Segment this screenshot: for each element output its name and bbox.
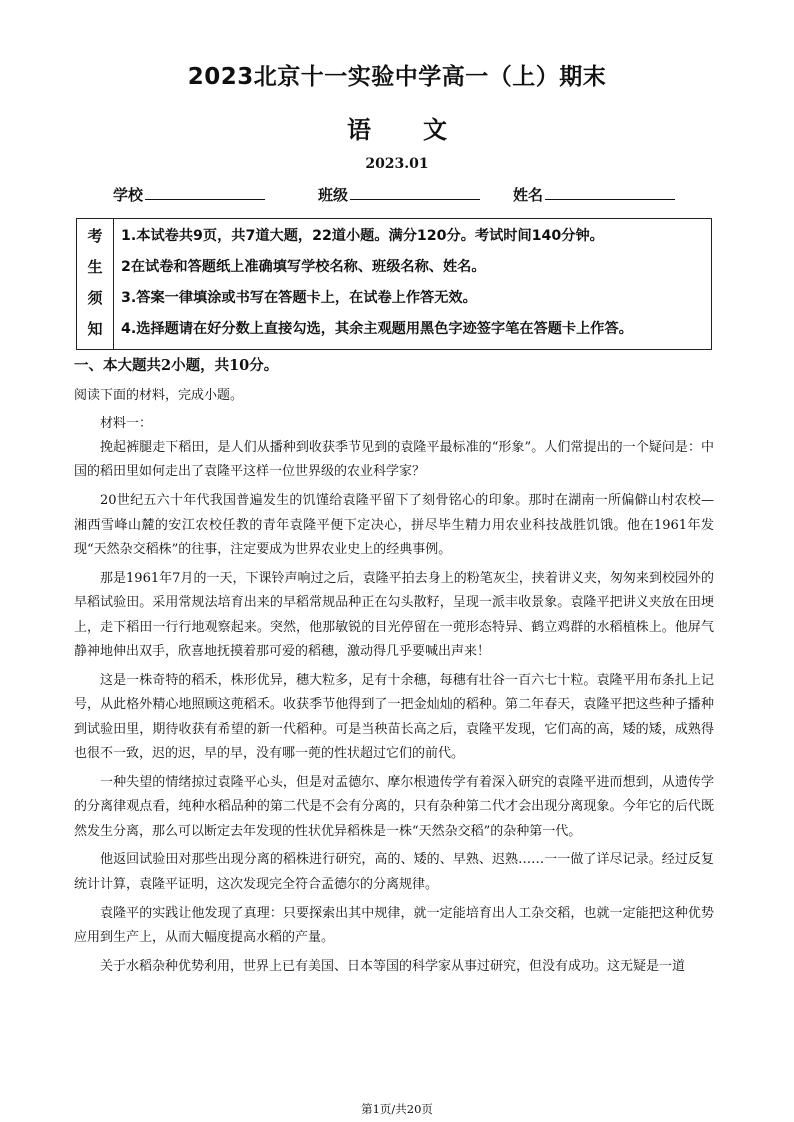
notice-side-char: 知 <box>87 320 103 338</box>
class-label: 班级 <box>318 186 349 204</box>
exam-notice-box <box>76 218 712 350</box>
paragraph: 他返回试验田对那些出现分离的稻株进行研究，高的、矮的、早熟、迟熟……一一做了详尽记录。经过反复统计计算，袁隆平证明，这次发现完全符合孟德尔的分离规律。 <box>74 852 714 892</box>
student-info-fields <box>113 184 693 206</box>
paragraph: 袁隆平的实践让他发现了真理：只要探索出其中规律，就一定能培育出人工杂交稻，也就一定能把这种优势应用到生产上，从而大幅度提高水稻的产量。 <box>74 905 714 946</box>
page-footer: 第1页/共20页 <box>361 1102 433 1116</box>
notice-side-char: 须 <box>87 289 103 307</box>
name-label: 姓名 <box>513 186 544 204</box>
notice-rule: 4.选择题请在好分数上直接勾选，其余主观题用黑色字迹签字笔在答题卡上作答。 <box>121 321 633 337</box>
paragraph: 挽起裤腿走下稻田，是人们从播种到收获季节见到的袁隆平最标准的“形象”。人们常提出的一个疑问是：中国的稻田里如何走出了袁隆平这样一位世界级的农业科学家？ <box>74 440 714 480</box>
notice-side-char: 考 <box>87 227 103 245</box>
name-field <box>513 184 675 205</box>
paragraph: 那是1961年7月的一天，下课铃声响过之后，袁隆平拍去身上的粉笔灰尘，挟着讲义夹，匆匆来到校园外的早稻试验田。采用常规法培育出来的早稻常规品种正在勾头散籽，呈现一派丰收景象。袁隆平把讲义夹放在田埂上，走下稻田一行行地观察起来。突然，他那敏锐的目光停留在一蔸形态特异、鹤立鸡群的水稻植株上。他屏气静神地伸出双手，欣喜地抚摸着那可爱的稻穗，激动得几乎要喊出声来！ <box>74 570 714 660</box>
paragraph: 20世纪五六十年代我国普遍发生的饥馑给袁隆平留下了刻骨铭心的印象。那时在湖南一所偏僻山村农校—湘西雪峰山麓的安江农校任教的青年袁隆平便下定决心，拼尽毕生精力用农业科技战胜饥饿。他在1961年发现“天然杂交稻株”的往事，注定要成为世界农业史上的经典事例。 <box>74 493 714 558</box>
notice-rule: 2在试卷和答题纸上准确填写学校名称、班级名称、姓名。 <box>121 259 486 275</box>
subject-char: 语 <box>347 115 371 144</box>
class-blank[interactable] <box>350 185 480 200</box>
school-field <box>113 184 265 205</box>
class-field <box>318 184 480 205</box>
notice-side-char: 生 <box>87 258 103 276</box>
reading-instruction: 阅读下面的材料，完成小题。 <box>74 388 244 403</box>
subject-char: 文 <box>423 115 447 144</box>
exam-title: 2023北京十一实验中学高一（上）期末 <box>187 64 607 90</box>
name-blank[interactable] <box>545 185 675 200</box>
section-heading: 一、本大题共2小题，共10分。 <box>74 357 279 374</box>
paragraph: 这是一株奇特的稻禾，株形优异，穗大粒多，足有十余穗，每穗有壮谷一百六七十粒。袁隆平用布条扎上记号，从此格外精心地照顾这蔸稻禾。收获季节他得到了一把金灿灿的稻种。第二年春天，袁隆平把这些种子播种到试验田里，期待收获有希望的新一代稻种。可是当秧苗长高之后，袁隆平发现，它们高的高，矮的矮，成熟得也很不一致，迟的迟，早的早，没有哪一蔸的性状超过它们的前代。 <box>74 672 714 762</box>
notice-side-label <box>77 219 114 349</box>
paragraph: 关于水稻杂种优势利用，世界上已有美国、日本等国的科学家从事过研究，但没有成功。这无疑是一道 <box>100 958 686 974</box>
material-label: 材料一： <box>100 416 153 431</box>
material-body <box>74 436 714 984</box>
school-label: 学校 <box>113 186 144 204</box>
exam-date: 2023.01 <box>365 156 429 172</box>
notice-rule: 1.本试卷共9页，共7道大题，22道小题。满分120分。考试时间140分钟。 <box>121 228 604 244</box>
subject-title <box>0 110 794 145</box>
paragraph: 一种失望的情绪掠过袁隆平心头，但是对孟德尔、摩尔根遗传学有着深入研究的袁隆平进而想到，从遗传学的分离律观点看，纯种水稻品种的第二代是不会有分离的，只有杂种第二代才会出现分离现象。今年它的后代既然发生分离，那么可以断定去年发现的性状优异稻株是一株“天然杂交稻”的杂种第一代。 <box>74 774 714 839</box>
school-blank[interactable] <box>145 185 265 200</box>
notice-rule: 3.答案一律填涂或书写在答题卡上，在试卷上作答无效。 <box>121 290 477 306</box>
